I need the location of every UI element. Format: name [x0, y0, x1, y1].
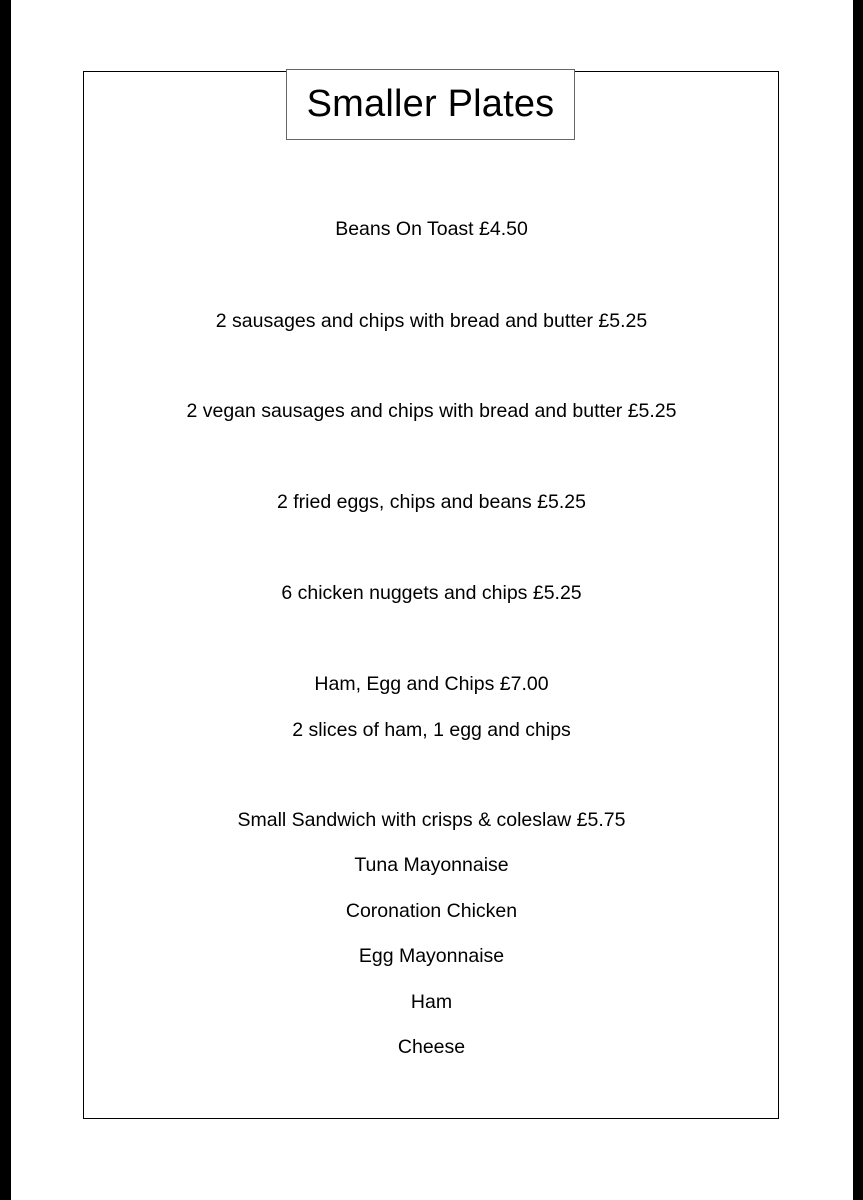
title-box	[286, 69, 575, 140]
menu-item-vegan-sausages-chips: 2 vegan sausages and chips with bread and butter £5.25	[186, 400, 677, 422]
sandwich-option-cheese: Cheese	[397, 1036, 466, 1058]
sandwich-option-egg-mayonnaise: Egg Mayonnaise	[358, 945, 505, 967]
menu-item-chicken-nuggets: 6 chicken nuggets and chips £5.25	[281, 582, 582, 604]
sandwich-option-tuna-mayonnaise: Tuna Mayonnaise	[354, 854, 509, 876]
sandwich-option-ham: Ham	[410, 991, 453, 1013]
menu-item-fried-eggs: 2 fried eggs, chips and beans £5.25	[277, 491, 586, 513]
menu-item-sausages-chips: 2 sausages and chips with bread and butter £5.25	[215, 310, 648, 332]
sandwich-option-coronation-chicken: Coronation Chicken	[345, 900, 518, 922]
menu-item-ham-egg-chips: Ham, Egg and Chips £7.00	[314, 673, 549, 695]
menu-item-ham-egg-chips-description: 2 slices of ham, 1 egg and chips	[292, 719, 571, 741]
menu-item-small-sandwich: Small Sandwich with crisps & coleslaw £5.75	[237, 809, 626, 831]
menu-item-beans-on-toast: Beans On Toast £4.50	[335, 218, 528, 240]
menu-title: Smaller Plates	[306, 83, 555, 125]
